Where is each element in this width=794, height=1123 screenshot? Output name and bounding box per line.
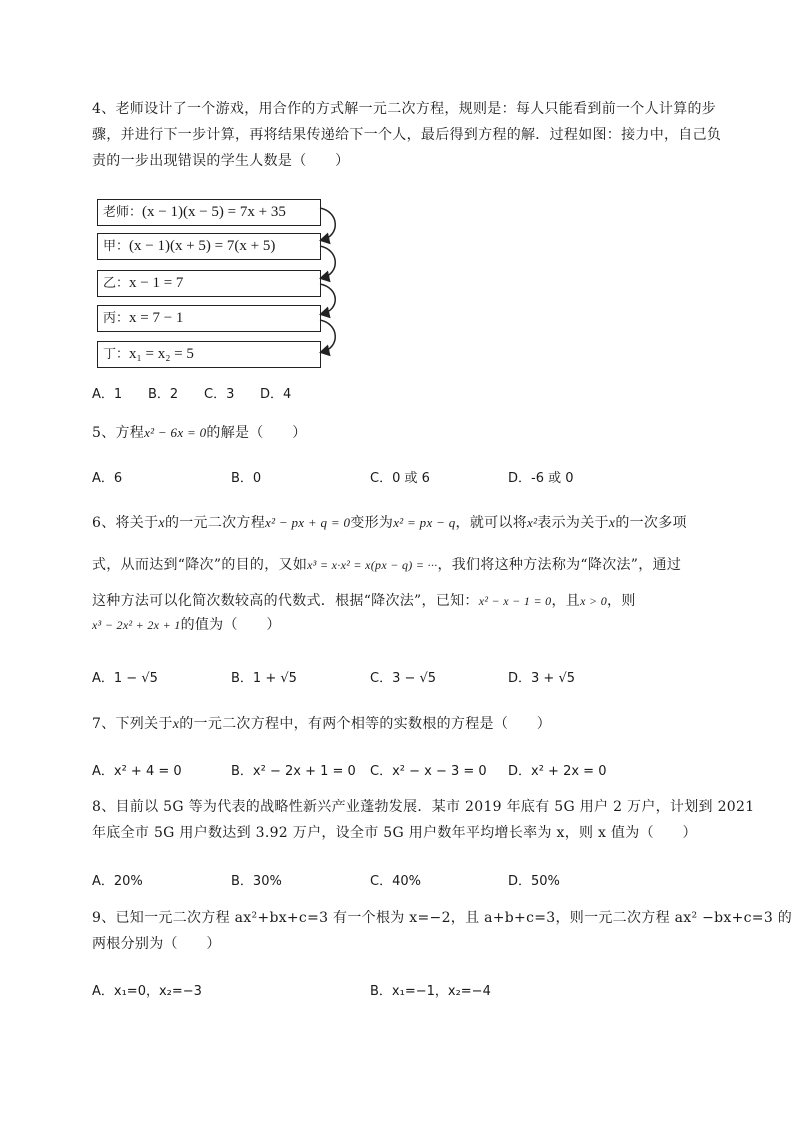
option-c[interactable]: C．40% — [370, 874, 421, 889]
option-d[interactable]: D．4 — [260, 387, 292, 402]
q4-stem-line3: 责的一步出现错误的学生人数是（ ） — [92, 153, 350, 169]
q6-text: ，且 — [551, 593, 581, 609]
option-c[interactable]: C．x² − x − 3 = 0 — [370, 764, 487, 779]
option-a[interactable]: A．20% — [92, 874, 143, 889]
q8-stem-line1: 8、目前以 5G 等为代表的战略性新兴产业蓬勃发展．某市 2019 年底有 5G 用户 2 万户，计划到 2021 — [92, 799, 755, 815]
q6-var: x² — [527, 515, 538, 530]
q6-text: 表示为关于 — [537, 515, 609, 531]
option-d[interactable]: D．-6 或 0 — [508, 471, 574, 486]
q4-stem-line2: 骤，并进行下一步计算，再将结果传递给下一个人，最后得到方程的解．过程如图：接力中，自己负 — [92, 127, 722, 143]
relay-equation: x = 7 − 1 — [129, 310, 184, 326]
relay-label: 丙： — [103, 311, 130, 326]
q6-equation: x³ = x·x² = x(px − q) = ··· — [307, 558, 438, 572]
relay-equation: x₁ = x₂ = 5 — [129, 346, 194, 362]
option-b[interactable]: B．1 + √5 — [231, 671, 297, 686]
relay-equation: x − 1 = 7 — [129, 275, 184, 291]
q6-text: 的一次多项 — [615, 515, 687, 531]
q7-text: 的一元二次方程中，有两个相等的实数根的方程是（ ） — [179, 716, 552, 732]
q5-stem-post: 的解是（ ） — [206, 425, 307, 441]
curved-arrow-icon — [320, 246, 335, 278]
q9-stem-line2: 两根分别为（ ） — [92, 936, 221, 952]
q6-text: 变形为 — [350, 515, 394, 531]
option-a[interactable]: A．6 — [92, 471, 123, 486]
q4-stem-line1: 4、老师设计了一个游戏，用合作的方式解一元二次方程，规则是：每人只能看到前一个人计算的步 — [92, 101, 717, 117]
q7-stem — [92, 711, 551, 738]
option-b[interactable]: B．2 — [148, 387, 179, 402]
q6-equation: x² = px − q — [393, 515, 456, 530]
q6-equation: x² − px + q = 0 — [265, 515, 351, 530]
option-d[interactable]: D．3 + √5 — [508, 671, 575, 686]
option-b[interactable]: B．x² − 2x + 1 = 0 — [231, 764, 356, 779]
option-d[interactable]: D．50% — [508, 874, 560, 889]
option-a[interactable]: A．1 − √5 — [92, 671, 158, 686]
q6-text: ，就可以将 — [455, 515, 528, 531]
q5-equation: x² − 6x = 0 — [144, 425, 207, 440]
q6-text: 6、将关于 — [92, 515, 159, 531]
relay-arrows — [318, 200, 358, 370]
q6-text: 的值为（ ） — [180, 617, 281, 633]
option-c[interactable]: C．3 − √5 — [370, 671, 437, 686]
relay-box-teacher — [97, 199, 321, 226]
q7-text: 7、下列关于 — [92, 716, 173, 732]
curved-arrow-icon — [320, 284, 335, 314]
q6-text: ，我们将这种方法称为“降次法”，通过 — [437, 557, 682, 573]
q6-stem-line1 — [92, 510, 687, 537]
option-c[interactable]: C．3 — [204, 387, 235, 402]
q6-expression: x³ − 2x² + 2x + 1 — [92, 618, 181, 632]
option-a[interactable]: A．1 — [92, 387, 123, 402]
q6-text: 这种方法可以化简次数较高的代数式．根据“降次法”，已知： — [92, 593, 479, 609]
option-d[interactable]: D．x² + 2x = 0 — [508, 764, 607, 779]
option-c[interactable]: C．0 或 6 — [370, 471, 430, 486]
curved-arrow-icon — [320, 208, 335, 240]
option-b[interactable]: B．x₁=−1，x₂=−4 — [370, 984, 491, 999]
q8-stem-line2: 年底全市 5G 用户数达到 3.92 万户，设全市 5G 用户数年平均增长率为 x，则 x 值为（ ） — [92, 825, 697, 841]
q5-stem-pre: 5、方程 — [92, 425, 145, 441]
option-b[interactable]: B．0 — [231, 471, 262, 486]
q6-stem-line4 — [92, 612, 281, 638]
q6-text: 式，从而达到“降次”的目的，又如 — [92, 557, 308, 573]
q6-text: ，则 — [607, 593, 636, 609]
q6-stem-line2 — [92, 552, 681, 578]
option-b[interactable]: B．30% — [231, 874, 282, 889]
q6-equation: x > 0 — [580, 594, 608, 608]
q7-var: x — [172, 717, 180, 732]
curved-arrow-icon — [320, 320, 335, 352]
relay-box-yi — [97, 270, 321, 297]
relay-box-ding — [97, 341, 321, 368]
relay-equation: (x − 1)(x + 5) = 7(x + 5) — [129, 238, 276, 254]
q6-stem-line3 — [92, 588, 636, 614]
q6-var: x — [158, 516, 165, 531]
relay-label: 甲： — [103, 239, 130, 254]
option-a[interactable]: A．x₁=0，x₂=−3 — [92, 984, 202, 999]
relay-box-bing — [97, 305, 321, 332]
q6-equation: x² − x − 1 = 0 — [478, 594, 552, 608]
q6-text: 的一元二次方程 — [164, 515, 266, 531]
relay-equation: (x − 1)(x − 5) = 7x + 35 — [142, 204, 286, 220]
relay-label: 丁： — [103, 347, 130, 362]
q6-var: x — [608, 516, 616, 531]
relay-label: 老师： — [103, 205, 143, 220]
option-a[interactable]: A．x² + 4 = 0 — [92, 764, 182, 779]
relay-box-jia — [97, 233, 321, 260]
q9-stem-line1: 9、已知一元二次方程 ax²+bx+c=3 有一个根为 x=−2，且 a+b+c=3，则一元二次方程 ax² −bx+c=3 的 — [92, 910, 793, 926]
q5-stem — [92, 420, 307, 446]
relay-label: 乙： — [103, 276, 130, 291]
